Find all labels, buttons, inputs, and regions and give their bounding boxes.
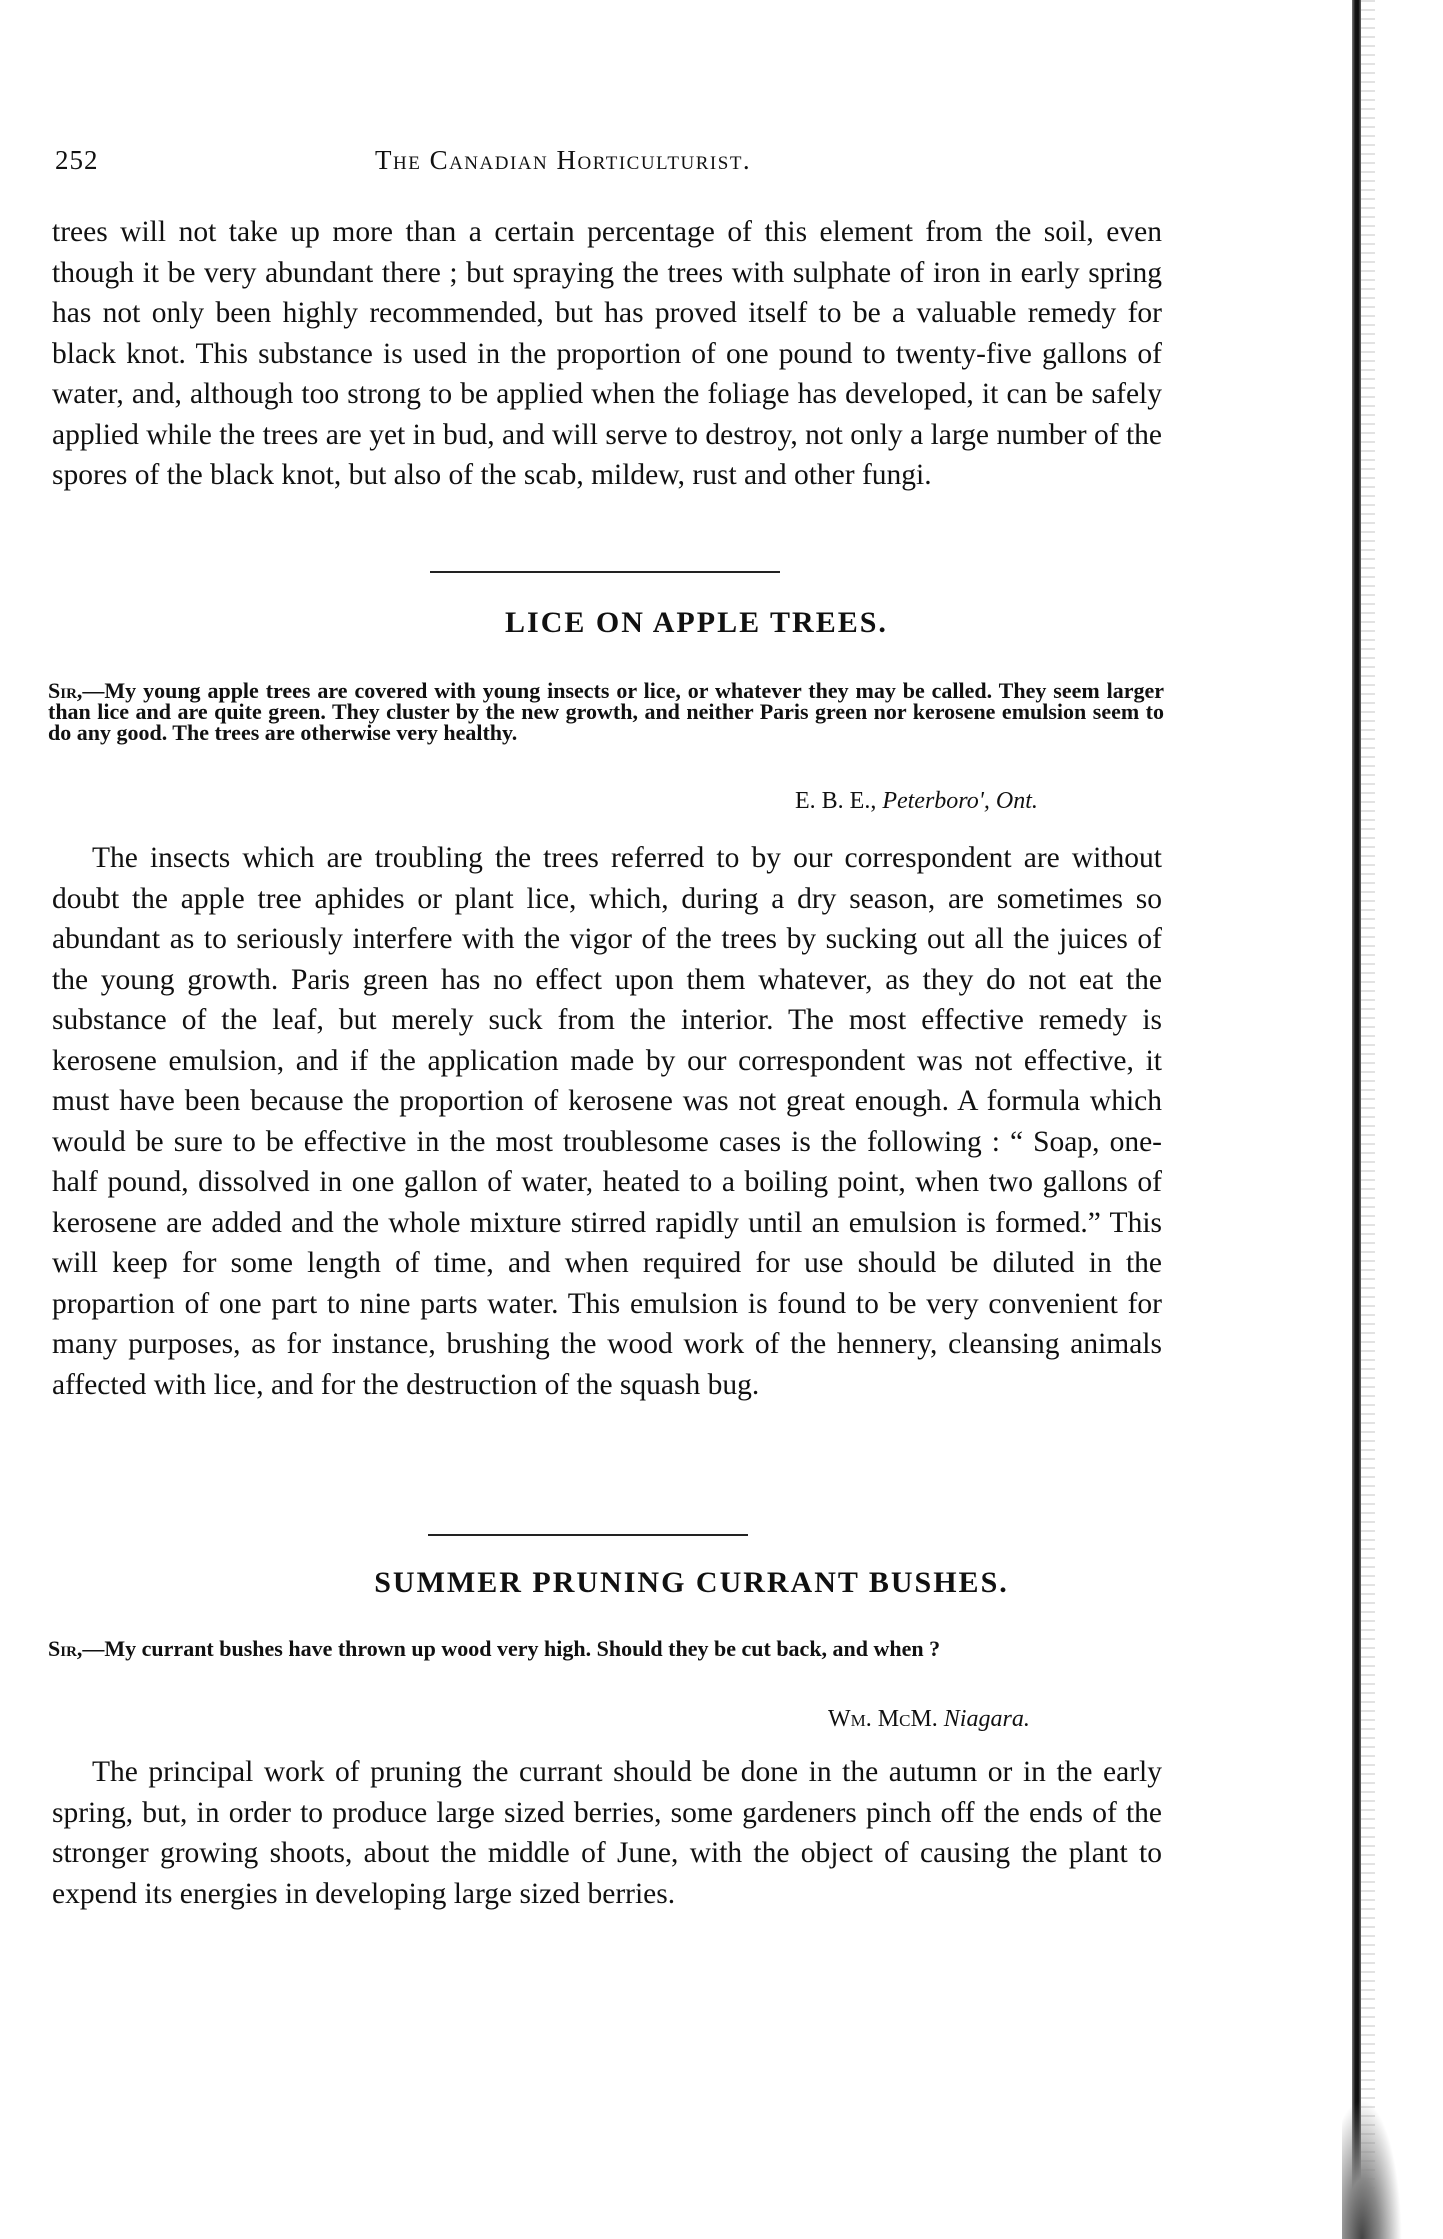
binding-smudge (1342, 2099, 1402, 2239)
page-header (55, 145, 1165, 185)
section-divider (430, 571, 780, 573)
letter-salutation: Sir, (48, 678, 83, 703)
section-title-currant: SUMMER PRUNING CURRANT BUSHES. (374, 1566, 1009, 1599)
answer-currant: The principal work of pruning the currant should be done in the autumn or in the early spring, but, in order to produce large sized berries, some gardeners pinch off the ends of the stronger growing shoots, about the middle of June, with the object of causing the plant to expend its energies in developing large sized berries. (52, 1756, 1162, 1910)
intro-paragraph: trees will not take up more than a certain percentage of this element from the soil, even though it be very abundant there ; but spraying the trees with sulphate of iron in early spring has not only been highly recommended, but has proved itself to be a valuable remedy for black knot. This substance is used in the proportion of one pound to twenty-five gallons of water, and, although too strong to be applied when the foliage has developed, it can be safely applied while the trees are yet in bud, and will serve to destroy, not only a large number of the spores of the black knot, but also of the scab, mildew, rust and other fungi. (52, 216, 1162, 491)
binding-speckle (1361, 0, 1375, 2239)
letter-text: —My currant bushes have thrown up wood very high. Should they be cut back, and when ? (82, 1636, 941, 1661)
section-divider (428, 1534, 748, 1536)
answer-lice: The insects which are troubling the trees referred to by our correspondent are without doubt the apple tree aphides or plant lice, which, during a dry season, are sometimes so abundant as to seriously interfere with the vigor of the trees by sucking out all the juices of the young growth. Paris green has no effect upon them whatever, as they do not eat the substance of the leaf, but merely suck from the interior. The most effective remedy is kerosene emulsion, and if the application made by our correspondent was not effective, it must have been because the proportion of kerosene was not great enough. A formula which would be sure to be effective in the most troublesome cases is the following : “ Soap, one-half pound, dissolved in one gallon of water, heated to a boiling point, when two gallons of kerosene are added and the whole mixture stirred rapidly until an emulsion is formed.” This will keep for some length of time, and when required for use should be diluted in the propartion of one part to nine parts water. This emulsion is found to be very convenient for many purposes, as for instance, brushing the wood work of the hennery, cleansing animals affected with lice, and for the destruction of the squash bug. (52, 842, 1162, 1401)
letter-text: —My young apple trees are covered with young insects or lice, or whatever they may be called. They seem larger than lice and are quite green. They cluster by the new growth, and neither Paris green nor kerosene emulsion seem to do any good. The trees are otherwise very healthy. (48, 678, 1164, 745)
signature-place: Niagara. (943, 1706, 1030, 1732)
letter-currant (48, 1638, 1164, 1659)
signature-currant (828, 1706, 1030, 1733)
binding-rule (1352, 0, 1361, 2239)
signature-name: Wm. McM. (828, 1706, 944, 1732)
running-head: The Canadian Horticulturist. (375, 145, 752, 175)
signature-place: Peterboro', Ont. (882, 788, 1038, 814)
section-title-lice: LICE ON APPLE TREES. (505, 606, 888, 639)
page-binding-edge (1342, 0, 1443, 2239)
page-number: 252 (55, 145, 99, 175)
letter-lice (48, 680, 1164, 743)
signature-lice (795, 788, 1038, 815)
signature-name: E. B. E., (795, 788, 883, 814)
letter-salutation: Sir, (48, 1636, 83, 1661)
